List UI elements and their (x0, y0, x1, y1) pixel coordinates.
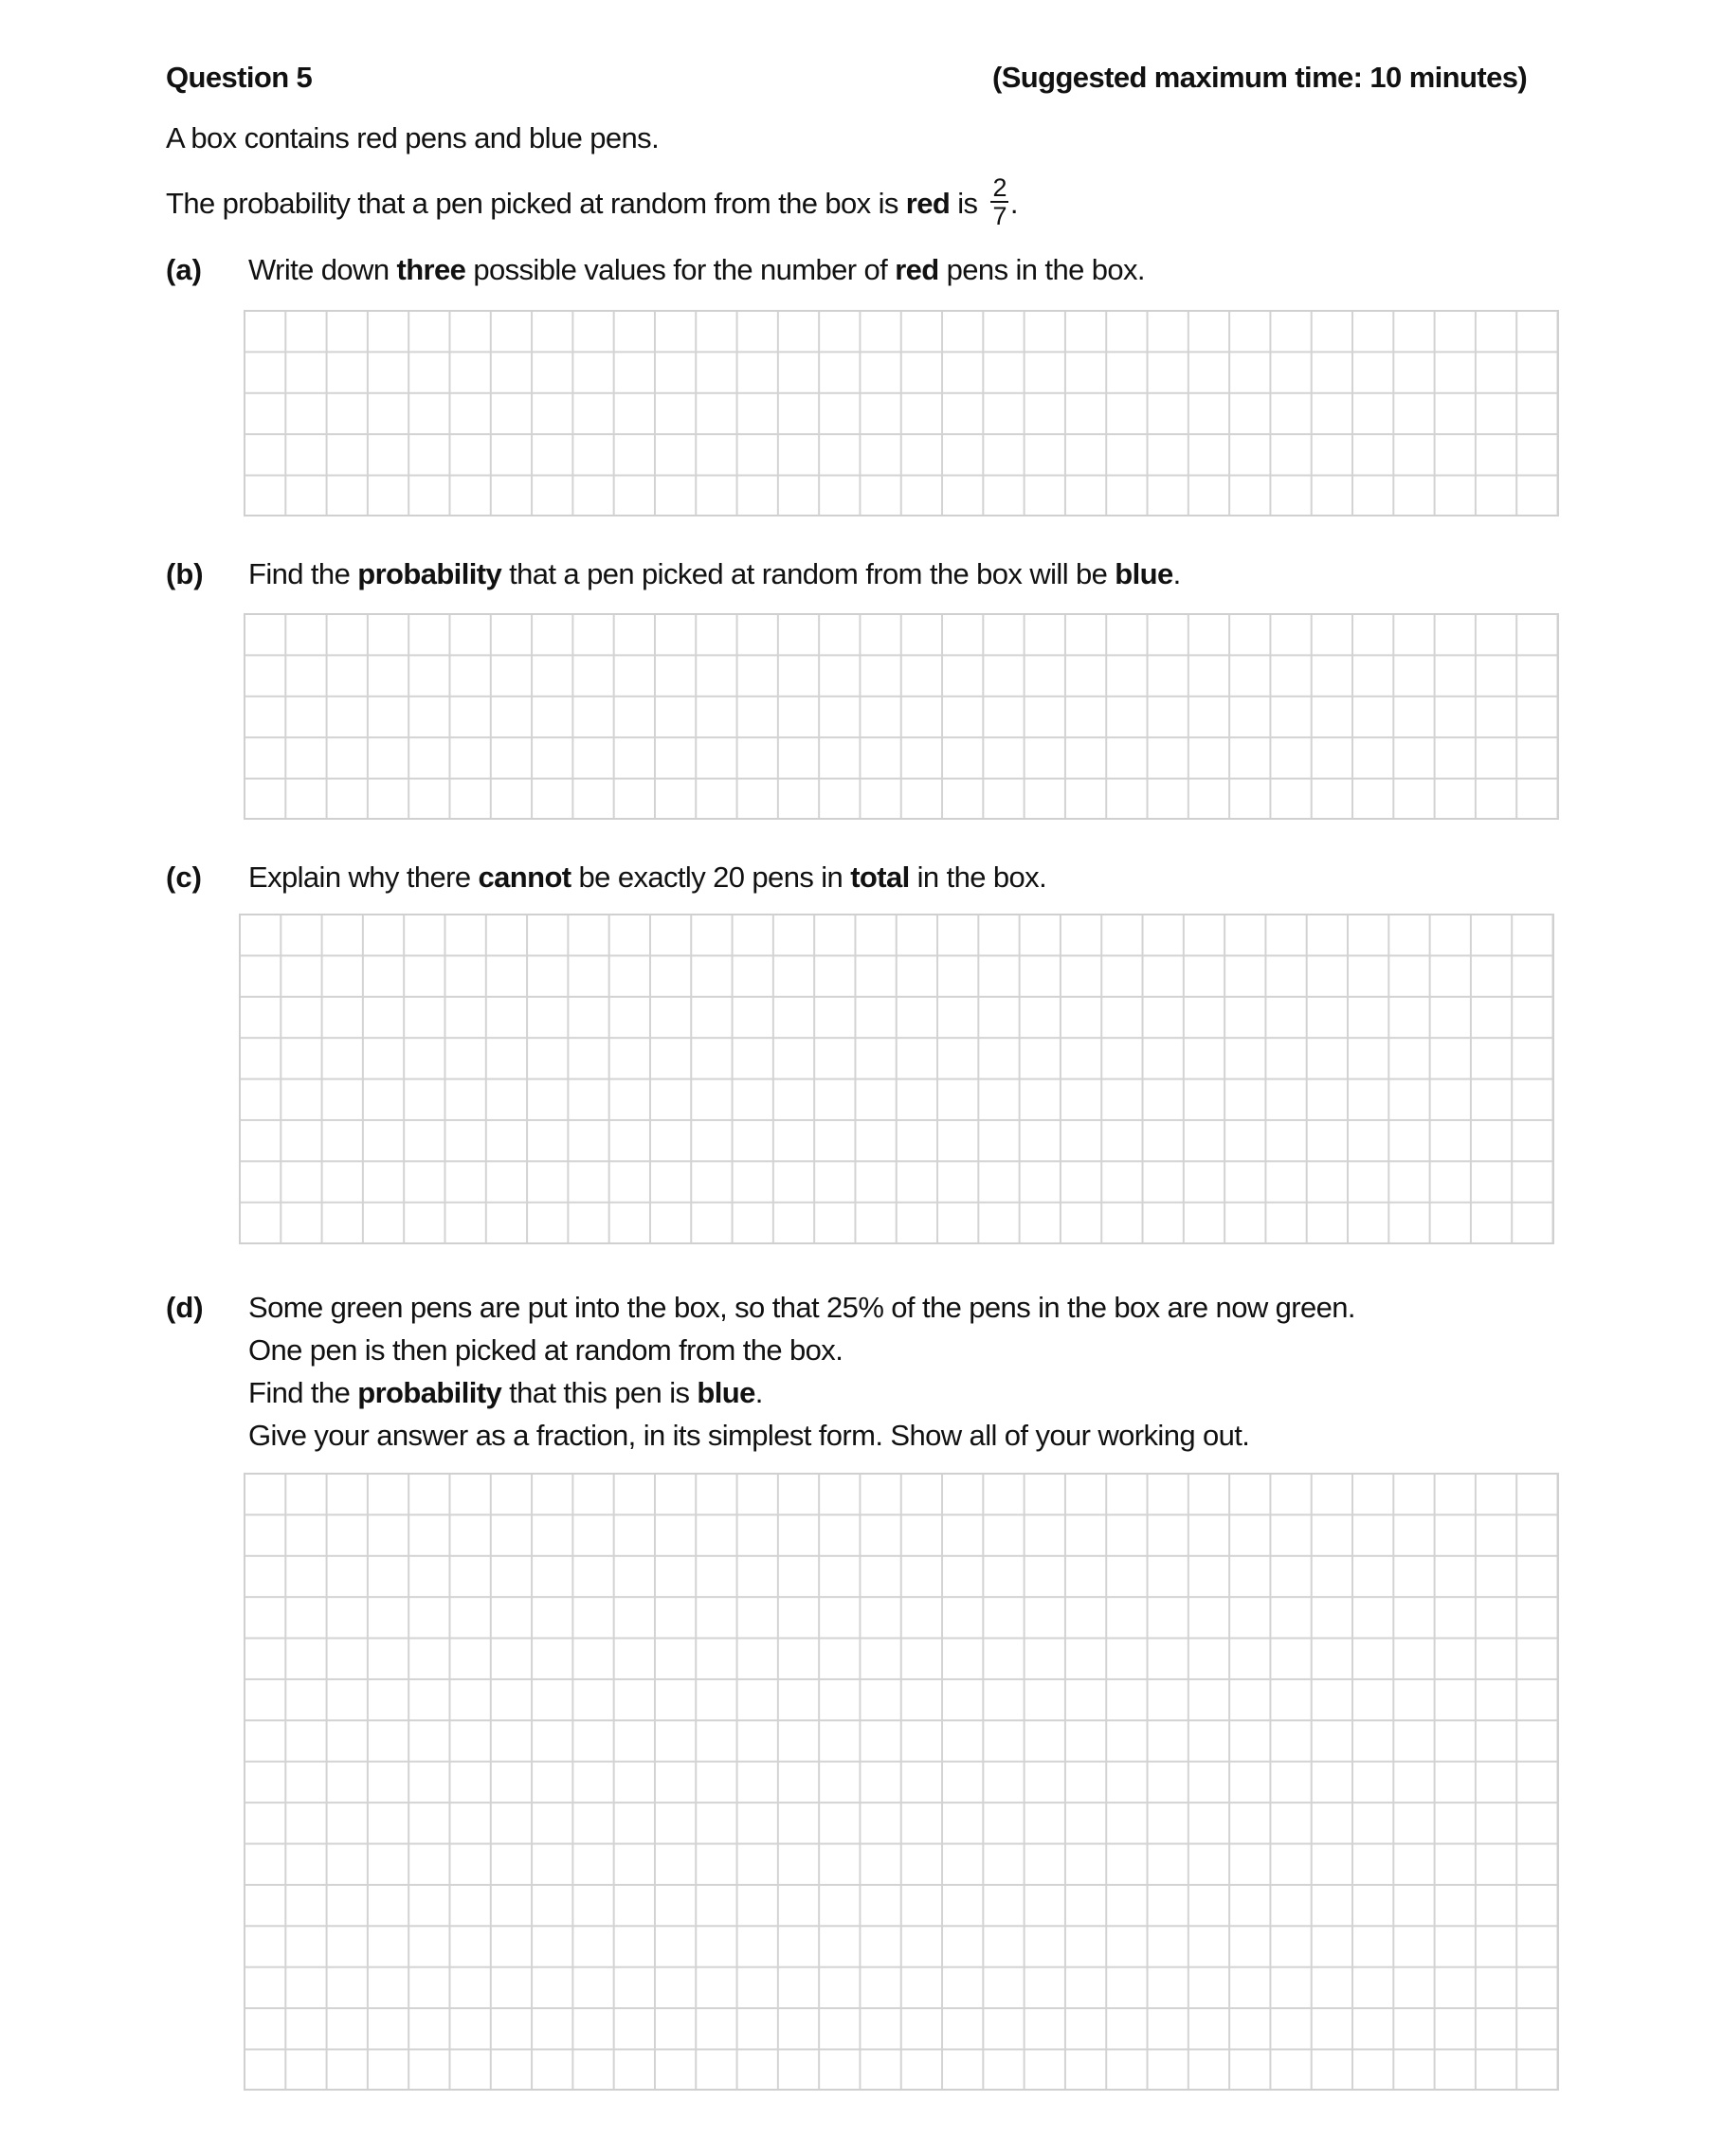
prompt-text: that this pen is (501, 1376, 698, 1409)
intro-line-2 (166, 173, 1018, 233)
part-d-label: (d) (166, 1291, 204, 1324)
part-c-prompt (248, 859, 1046, 897)
suggested-time-note: (Suggested maximum time: 10 minutes) (992, 61, 1528, 94)
prompt-text: . (754, 1376, 763, 1409)
prompt-bold: three (396, 253, 466, 286)
answer-grid-c[interactable] (239, 914, 1554, 1244)
intro-bold-red: red (905, 187, 951, 221)
fraction-numerator: 2 (992, 173, 1007, 202)
prompt-bold: cannot (478, 861, 571, 894)
answer-grid-b[interactable] (244, 613, 1559, 820)
intro-line-1: A box contains red pens and blue pens. (166, 121, 660, 154)
part-b-prompt (248, 555, 1181, 593)
prompt-bold: blue (1115, 557, 1173, 590)
answer-grid-d[interactable] (244, 1473, 1559, 2091)
part-c-label: (c) (166, 861, 202, 894)
prompt-bold: probability (357, 1376, 502, 1409)
prompt-text: Find the (248, 557, 358, 590)
intro-text-mid: is (950, 187, 986, 221)
prompt-text: possible values for the number of (465, 253, 896, 286)
fraction-denominator: 7 (992, 202, 1007, 230)
prompt-text: in the box. (909, 861, 1047, 894)
prompt-bold: blue (697, 1376, 755, 1409)
part-a-prompt (248, 251, 1145, 289)
prompt-bold: probability (357, 557, 502, 590)
prompt-text: Write down (248, 253, 397, 286)
prompt-bold: red (895, 253, 939, 286)
intro-text-end: . (1009, 187, 1018, 221)
prompt-text: . (1172, 557, 1181, 590)
prompt-text: Explain why there (248, 861, 479, 894)
part-b-label: (b) (166, 557, 204, 590)
prompt-text: pens in the box. (938, 253, 1145, 286)
prompt-bold: total (850, 861, 910, 894)
question-title: Question 5 (166, 61, 313, 94)
prompt-text: be exactly 20 pens in (571, 861, 851, 894)
probability-fraction (990, 174, 1007, 229)
prompt-text: Find the (248, 1376, 358, 1409)
answer-grid-a[interactable] (244, 310, 1559, 516)
intro-text: The probability that a pen picked at random from the box is (166, 187, 906, 221)
part-d-line-4: Give your answer as a fraction, in its simplest form. Show all of your working out. (248, 1419, 1250, 1452)
part-a-label: (a) (166, 253, 202, 286)
part-d-line-1: Some green pens are put into the box, so that 25% of the pens in the box are now green. (248, 1291, 1355, 1324)
prompt-text: that a pen picked at random from the box will be (501, 557, 1115, 590)
part-d-line-3 (248, 1374, 763, 1412)
part-d-line-2: One pen is then picked at random from the box. (248, 1333, 843, 1367)
